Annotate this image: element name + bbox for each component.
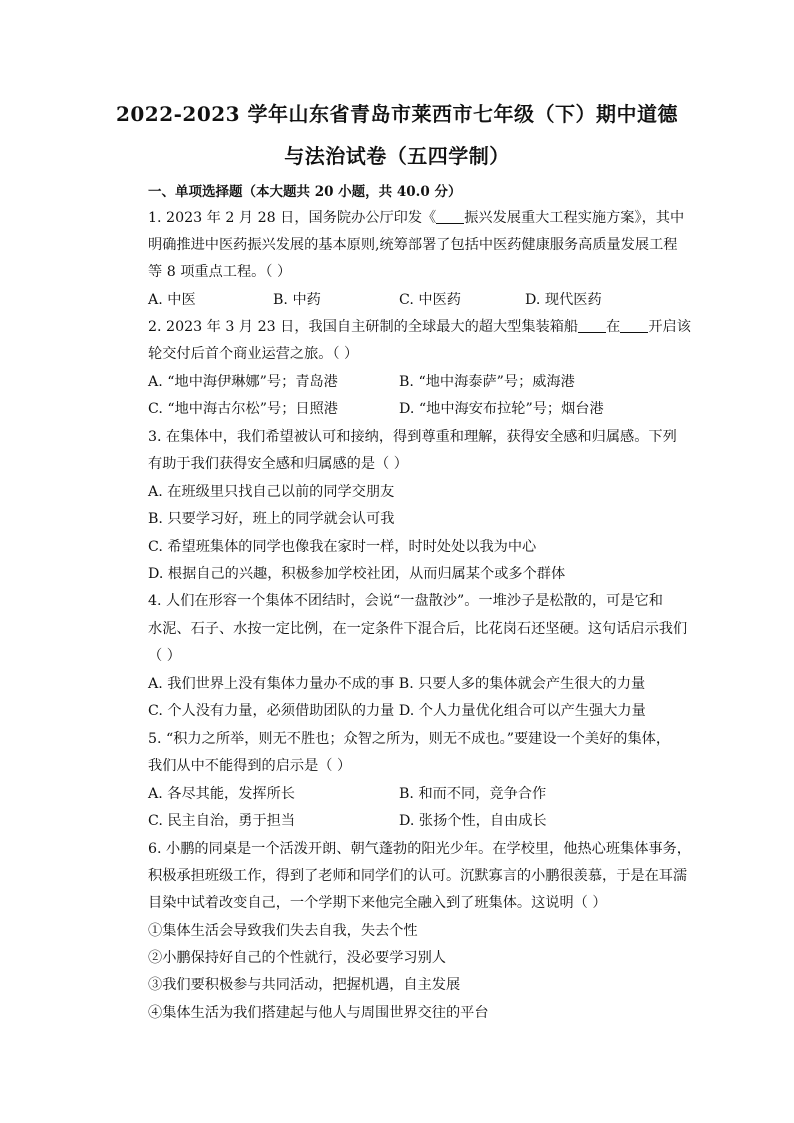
q5-option-c: C. 民主自治，勇于担当 xyxy=(148,813,296,829)
q3-option-c: C. 希望班集体的同学也像我在家时一样，时时处处以我为中心 xyxy=(148,539,537,555)
q6-statement-1: ①集体生活会导致我们失去自我，失去个性 xyxy=(148,923,418,939)
question-4-line-1: 4. 人们在形容一个集体不团结时，会说“一盘散沙”。一堆沙子是松散的，可是它和 xyxy=(148,593,663,609)
q2-blank-2 xyxy=(620,318,648,333)
question-5-line-1: 5. “积力之所举，则无不胜也；众智之所为，则无不成也。”要建设一个美好的集体， xyxy=(148,731,671,747)
q1-option-d: D. 现代医药 xyxy=(525,292,602,308)
question-2-line-1 xyxy=(148,316,691,336)
q1-blank xyxy=(436,209,464,224)
question-3-line-2: 有助于我们获得安全感和归属感的是（ ） xyxy=(148,456,408,472)
question-6-line-2: 积极承担班级工作，得到了老师和同学们的认可。沉默寡言的小鹏很羡慕，于是在耳濡 xyxy=(148,868,688,884)
q1-option-c: C. 中医药 xyxy=(399,292,461,308)
question-4-line-3: （ ） xyxy=(148,648,181,664)
exam-title-line-2: 与法治试卷（五四学制） xyxy=(284,144,510,168)
q5-option-b: B. 和而不同，竞争合作 xyxy=(399,786,547,802)
q2-option-a: A. “地中海伊琳娜”号；青岛港 xyxy=(148,374,338,390)
exam-title-line-1: 2022-2023 学年山东省青岛市莱西市七年级（下）期中道德 xyxy=(115,102,679,126)
question-3-line-1: 3. 在集体中，我们希望被认可和接纳，得到尊重和理解，获得安全感和归属感。下列 xyxy=(148,429,677,445)
q3-option-b: B. 只要学习好，班上的同学就会认可我 xyxy=(148,511,395,527)
question-5-line-2: 我们从中不能得到的启示是（ ） xyxy=(148,758,352,774)
q5-option-d: D. 张扬个性，自由成长 xyxy=(399,813,547,829)
question-1-line-3: 等 8 项重点工程。（ ） xyxy=(148,264,292,280)
section-heading: 一、单项选择题（本大题共 20 小题，共 40.0 分） xyxy=(148,184,462,200)
q2-text-c: 开启该 xyxy=(648,319,691,335)
q1-option-a: A. 中医 xyxy=(148,292,196,308)
q6-statement-3: ③我们要积极参与共同活动，把握机遇，自主发展 xyxy=(148,977,461,993)
q4-options-row-2: C. 个人没有力量，必须借助团队的力量 D. 个人力量优化组合可以产生强大力量 xyxy=(148,703,646,719)
q2-text-a: 2. 2023 年 3 月 23 日，我国自主研制的全球最大的超大型集装箱船 xyxy=(148,319,579,335)
q2-blank-1 xyxy=(578,318,606,333)
q1-option-b: B. 中药 xyxy=(273,292,321,308)
q1-text-a: 1. 2023 年 2 月 28 日，国务院办公厅印发《 xyxy=(148,210,437,226)
q2-text-b: 在 xyxy=(606,319,621,335)
q3-option-d: D. 根据自己的兴趣，积极参加学校社团，从而归属某个或多个群体 xyxy=(148,566,566,582)
question-1-line-2: 明确推进中医药振兴发展的基本原则,统筹部署了包括中医药健康服务高质量发展工程 xyxy=(148,237,678,253)
q5-option-a: A. 各尽其能，发挥所长 xyxy=(148,786,295,802)
q6-statement-4: ④集体生活为我们搭建起与他人与周围世界交往的平台 xyxy=(148,1005,489,1021)
question-4-line-2: 水泥、石子、水按一定比例，在一定条件下混合后，比花岗石还坚硬。这句话启示我们 xyxy=(148,621,688,637)
q2-option-d: D. “地中海安布拉轮”号；烟台港 xyxy=(399,401,604,417)
q1-text-b: 振兴发展重大工程实施方案》，其中 xyxy=(464,210,685,226)
q4-options-row-1: A. 我们世界上没有集体力量办不成的事 B. 只要人多的集体就会产生很大的力量 xyxy=(148,676,646,692)
q2-option-b: B. “地中海泰萨”号；威海港 xyxy=(399,374,575,390)
q3-option-a: A. 在班级里只找自己以前的同学交朋友 xyxy=(148,484,395,500)
question-6-line-3: 目染中试着改变自己，一个学期下来他完全融入到了班集体。这说明（ ） xyxy=(148,895,607,911)
question-2-line-2: 轮交付后首个商业运营之旅。（ ） xyxy=(148,346,359,362)
question-1-line-1 xyxy=(148,207,684,227)
q2-option-c: C. “地中海古尔松”号；日照港 xyxy=(148,401,338,417)
question-6-line-1: 6. 小鹏的同桌是一个活泼开朗、朝气蓬勃的阳光少年。在学校里，他热心班集体事务， xyxy=(148,841,691,857)
q6-statement-2: ②小鹏保持好自己的个性就行，没必要学习别人 xyxy=(148,950,446,966)
